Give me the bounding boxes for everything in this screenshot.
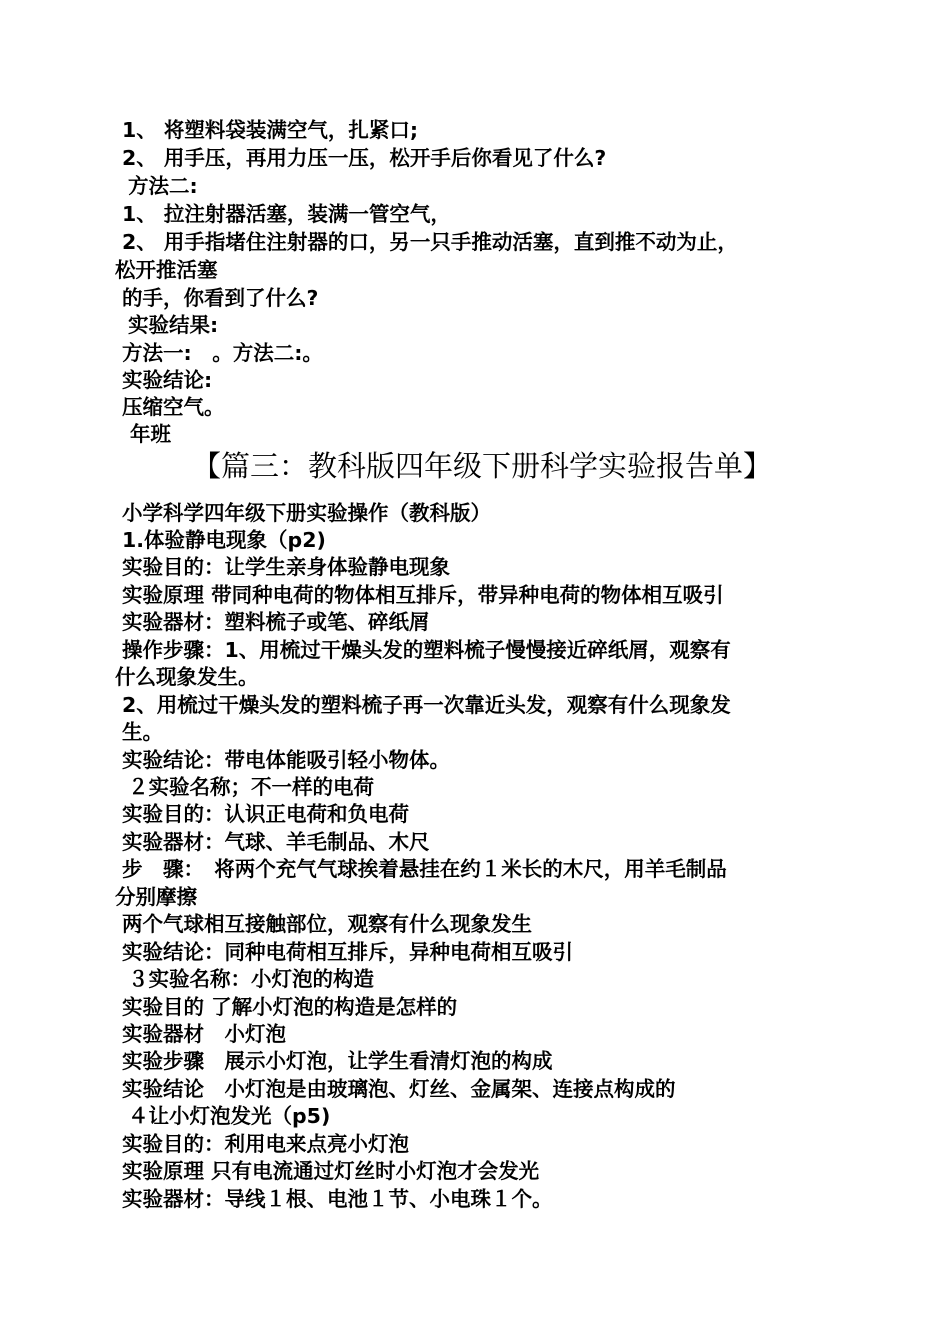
text-line: ３实验名称：小灯泡的构造 [128,967,374,991]
text-line: 1、 将塑料袋装满空气，扎紧口; [122,118,419,142]
text-line: 小学科学四年级下册实验操作（教科版） [122,501,491,525]
text-line: 生。 [122,720,163,744]
text-line: 方法一: 。方法二:。 [122,341,323,365]
text-line: 实验器材 小灯泡 [122,1022,286,1046]
text-line: 压缩空气。 [122,395,225,419]
text-line: 实验步骤 展示小灯泡，让学生看清灯泡的构成 [122,1049,553,1073]
text-line: 实验原理 带同种电荷的物体相互排斥，带异种电荷的物体相互吸引 [122,583,724,607]
text-line: 实验结论：同种电荷相互排斥，异种电荷相互吸引 [122,940,573,964]
text-line: 实验目的：让学生亲身体验静电现象 [122,555,450,579]
text-line: 实验器材：导线１根、电池１节、小电珠１个。 [122,1187,553,1211]
text-line: 方法二: [128,174,198,198]
text-line: ２实验名称；不一样的电荷 [128,775,374,799]
text-line: 松开推活塞 [115,258,218,282]
section-title: 【篇三：教科版四年级下册科学实验报告单】 [192,449,773,483]
text-line: 实验目的：认识正电荷和负电荷 [122,802,409,826]
text-line: 什么现象发生。 [115,665,259,689]
text-line: 年班 [130,422,171,446]
text-line: 1.体验静电现象（p2) [122,528,326,552]
text-line: 2、 用手指堵住注射器的口，另一只手推动活塞，直到推不动为止， [122,230,738,254]
text-line: 的手，你看到了什么? [122,286,319,310]
text-line: 实验器材：气球、羊毛制品、木尺 [122,830,430,854]
text-line: 2、 用手压，再用力压一压，松开手后你看见了什么? [122,146,607,170]
text-line: 实验结论: [122,368,213,392]
text-line: 操作步骤：1、用梳过干燥头发的塑料梳子慢慢接近碎纸屑，观察有 [122,638,731,662]
text-line: 实验目的：利用电来点亮小灯泡 [122,1132,409,1156]
text-line: 2、用梳过干燥头发的塑料梳子再一次靠近头发，观察有什么现象发 [122,693,731,717]
text-line: 实验结论：带电体能吸引轻小物体。 [122,748,450,772]
text-line: 实验原理 只有电流通过灯丝时小灯泡才会发光 [122,1159,540,1183]
text-line: 实验结果: [128,313,219,337]
text-line: ４让小灯泡发光（p5) [128,1104,331,1128]
text-line: 实验器材：塑料梳子或笔、碎纸屑 [122,610,430,634]
text-line: 步 骤： 将两个充气气球挨着悬挂在约１米长的木尺，用羊毛制品 [122,857,727,881]
text-line: 1、 拉注射器活塞，装满一管空气， [122,202,451,226]
text-line: 分别摩擦 [115,885,197,909]
text-line: 两个气球相互接触部位，观察有什么现象发生 [122,912,532,936]
text-line: 实验结论 小灯泡是由玻璃泡、灯丝、金属架、连接点构成的 [122,1077,676,1101]
text-line: 实验目的 了解小灯泡的构造是怎样的 [122,995,458,1019]
